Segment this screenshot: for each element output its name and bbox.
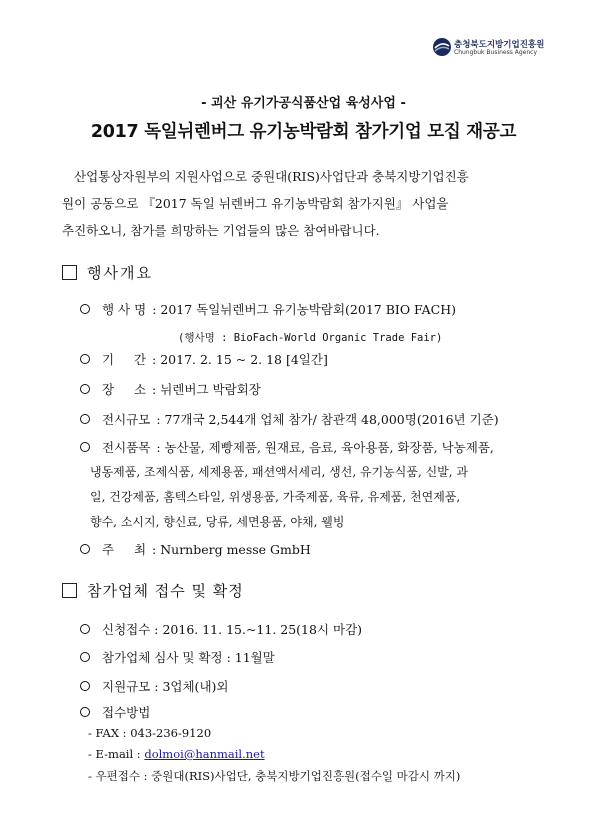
items-continued: 일, 건강제품, 홈텍스타일, 위생용품, 가죽제품, 육류, 유제품, 천연제품, — [90, 490, 461, 504]
items-value: : 농산물, 제빵제품, 원재료, 음료, 육아용품, 화장품, 낙농제품, — [156, 440, 494, 455]
page-subtitle: - 괴산 유기가공식품산업 육성사업 - — [201, 96, 406, 111]
email-link[interactable]: dolmoi@hanmail.net — [144, 747, 265, 761]
section-heading-text: 행사개요 — [87, 264, 153, 282]
page-title: 2017 독일뉘렌버그 유기농박람회 참가기업 모집 재공고 — [90, 122, 517, 142]
apply-row — [80, 620, 362, 638]
section-heading-text: 참가업체 접수 및 확정 — [87, 582, 244, 600]
host-label: 주 최 — [102, 542, 147, 557]
items-row — [80, 438, 494, 456]
circle-bullet-icon — [80, 384, 90, 394]
email-label: - E-mail : — [88, 747, 145, 761]
scale-row — [80, 410, 499, 428]
circle-bullet-icon — [80, 414, 90, 424]
period-value: : 2017. 2. 15 ~ 2. 18 [4일간] — [152, 352, 328, 367]
circle-bullet-icon — [80, 624, 90, 634]
confirm-text: 참가업체 심사 및 확정 : 11월말 — [102, 650, 275, 665]
section-heading-overview — [62, 262, 153, 283]
apply-text: 신청접수 : 2016. 11. 15.~11. 25(18시 마감) — [102, 622, 363, 637]
circle-bullet-icon — [80, 544, 90, 554]
circle-bullet-icon — [80, 652, 90, 662]
agency-name-ko: 충청북도지방기업진흥원 — [454, 40, 545, 50]
circle-bullet-icon — [80, 707, 90, 717]
fax-line: - FAX : 043-236-9120 — [88, 726, 212, 740]
scale-label: 전시규모 — [102, 412, 151, 427]
size-text: 지원규모 : 3업체(내)외 — [102, 679, 229, 694]
circle-bullet-icon — [80, 354, 90, 364]
event-name-row — [80, 300, 456, 318]
scale-value: : 77개국 2,544개 업체 참가/ 참관객 48,000명(2016년 기준) — [156, 412, 499, 427]
circle-bullet-icon — [80, 304, 90, 314]
post-line: - 우편접수 : 중원대(RIS)사업단, 충북지방기업진흥원(접수일 마감시 까지) — [88, 769, 461, 783]
host-row — [80, 540, 311, 558]
intro-line: 추진하오니, 참가를 희망하는 기업들의 많은 참여바랍니다. — [62, 223, 380, 238]
intro-line: 산업통상자원부의 지원사업으로 중원대(RIS)사업단과 충북지방기업진흥 — [74, 169, 469, 184]
period-label: 기 간 — [102, 352, 147, 367]
email-line — [88, 747, 265, 761]
items-continued: 냉동제품, 조제식품, 세제용품, 패션액서세리, 생선, 유기농식품, 신발, 과 — [90, 465, 468, 479]
method-row — [80, 703, 150, 721]
checkbox-square-icon — [62, 265, 77, 280]
checkbox-square-icon — [62, 583, 77, 598]
confirm-row — [80, 648, 275, 666]
size-row — [80, 677, 228, 695]
venue-row — [80, 380, 261, 398]
method-text: 접수방법 — [102, 705, 151, 720]
event-name-value: : 2017 독일뉘렌버그 유기농박람회(2017 BIO FACH) — [152, 302, 456, 317]
circle-bullet-icon — [80, 681, 90, 691]
agency-logo-icon — [432, 37, 452, 57]
agency-logo — [432, 35, 592, 65]
host-value: : Nurnberg messe GmbH — [152, 541, 311, 557]
venue-value: : 뉘렌버그 박람회장 — [152, 382, 261, 397]
event-name-label: 행 사 명 — [102, 302, 147, 317]
items-continued: 향수, 소시지, 향신료, 당류, 세면용품, 야채, 웰빙 — [90, 515, 345, 529]
venue-label: 장 소 — [102, 382, 147, 397]
section-heading-registration — [62, 580, 244, 601]
intro-paragraph — [62, 163, 548, 244]
circle-bullet-icon — [80, 442, 90, 452]
period-row — [80, 350, 328, 368]
items-label: 전시품목 — [102, 440, 151, 455]
event-name-english: (행사명 : BioFach-World Organic Trade Fair) — [178, 332, 443, 344]
agency-name-en: Chungbuk Business Agency — [454, 49, 538, 56]
intro-line: 원이 공동으로 『2017 독일 뉘렌버그 유기농박람회 참가지원』 사업을 — [62, 196, 449, 211]
